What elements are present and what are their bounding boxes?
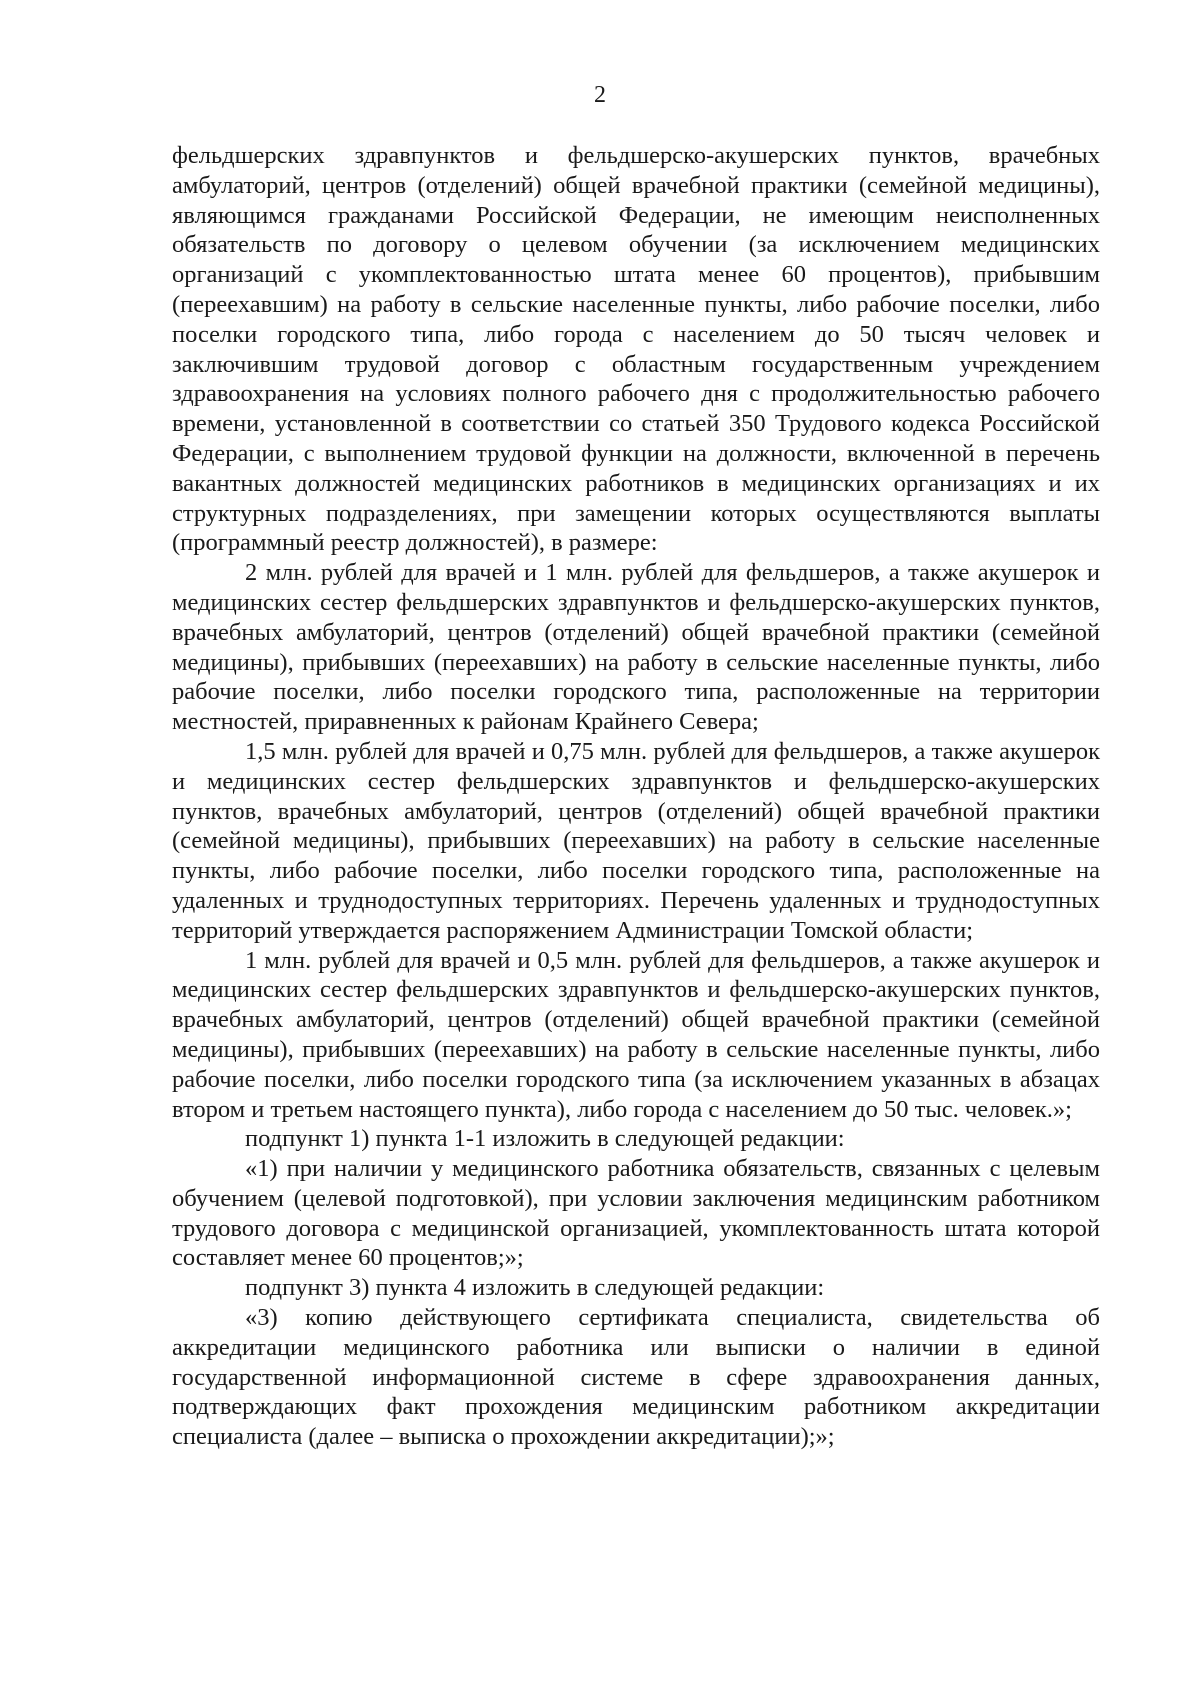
paragraph-amend-subitem-1: подпункт 1) пункта 1-1 изложить в следующей редакции: (245, 1125, 845, 1153)
paragraph-payment-1-5mln: 1,5 млн. рублей для врачей и 0,75 млн. рублей для фельдшеров, а также акушерок и медицинских сестер фельдшерских здравпунктов и фельдшерско-акушерских пунктов, врачебных амбулаторий, центров (отделений) общей врачебной практики (семейной медицины), прибывших (переехавших) на работу в сельские населенные пункты, либо рабочие поселки, либо поселки городского типа, расположенные на удаленных и труднодоступных территориях. Перечень удаленных и труднодоступных территорий утверждается распоряжением Администрации Томской области; (172, 737, 1100, 944)
paragraph-amend-subitem-3: подпункт 3) пункта 4 изложить в следующей редакции: (245, 1274, 825, 1302)
paragraph-subitem-3-text: «3) копию действующего сертификата специалиста, свидетельства об аккредитации медицинского работника или выписки о наличии в единой государственной информационной системе в сфере здравоохранения данных, подтверждающих факт прохождения медицинским работником аккредитации специалиста (далее – выписка о прохождении аккредитации);»; (172, 1304, 1100, 1451)
paragraph-continuation: фельдшерских здравпунктов и фельдшерско-акушерских пунктов, врачебных амбулаторий, центров (отделений) общей врачебной практики (семейной медицины), являющимся гражданами Российской Федерации, не имеющим неисполненных обязательств по договору о целевом обучении (за исключением медицинских организаций с укомплектованностью штата менее 60 процентов), прибывшим (переехавшим) на работу в сельские населенные пункты, либо рабочие поселки, либо поселки городского типа, либо города с населением до 50 тысяч человек и заключившим трудовой договор с областным государственным учреждением здравоохранения на условиях полного рабочего дня с продолжительностью рабочего времени, установленной в соответствии со статьей 350 Трудового кодекса Российской Федерации, с выполнением трудовой функции на должности, включенной в перечень вакантных должностей медицинских работников в медицинских организациях и их структурных подразделениях, при замещении которых осуществляются выплаты (программный реестр должностей), в размере: (172, 142, 1100, 557)
paragraph-payment-2mln: 2 млн. рублей для врачей и 1 млн. рублей для фельдшеров, а также акушерок и медицинских сестер фельдшерских здравпунктов и фельдшерско-акушерских пунктов, врачебных амбулаторий, центров (отделений) общей врачебной практики (семейной медицины), прибывших (переехавших) на работу в сельские населенные пункты, либо рабочие поселки, либо поселки городского типа, расположенные на территории местностей, приравненных к районам Крайнего Севера; (172, 559, 1100, 736)
paragraph-subitem-1-text: «1) при наличии у медицинского работника обязательств, связанных с целевым обучением (целевой подготовкой), при условии заключения медицинским работником трудового договора с медицинской организацией, укомплектованность штата которой составляет менее 60 процентов;»; (172, 1155, 1100, 1272)
paragraph-payment-1mln: 1 млн. рублей для врачей и 0,5 млн. рублей для фельдшеров, а также акушерок и медицинских сестер фельдшерских здравпунктов и фельдшерско-акушерских пунктов, врачебных амбулаторий, центров (отделений) общей врачебной практики (семейной медицины), прибывших (переехавших) на работу в сельские населенные пункты, либо рабочие поселки, либо поселки городского типа (за исключением указанных в абзацах втором и третьем настоящего пункта), либо города с населением до 50 тыс. человек.»; (172, 946, 1100, 1123)
page-number: 2 (594, 82, 606, 108)
document-body (172, 141, 1100, 1452)
